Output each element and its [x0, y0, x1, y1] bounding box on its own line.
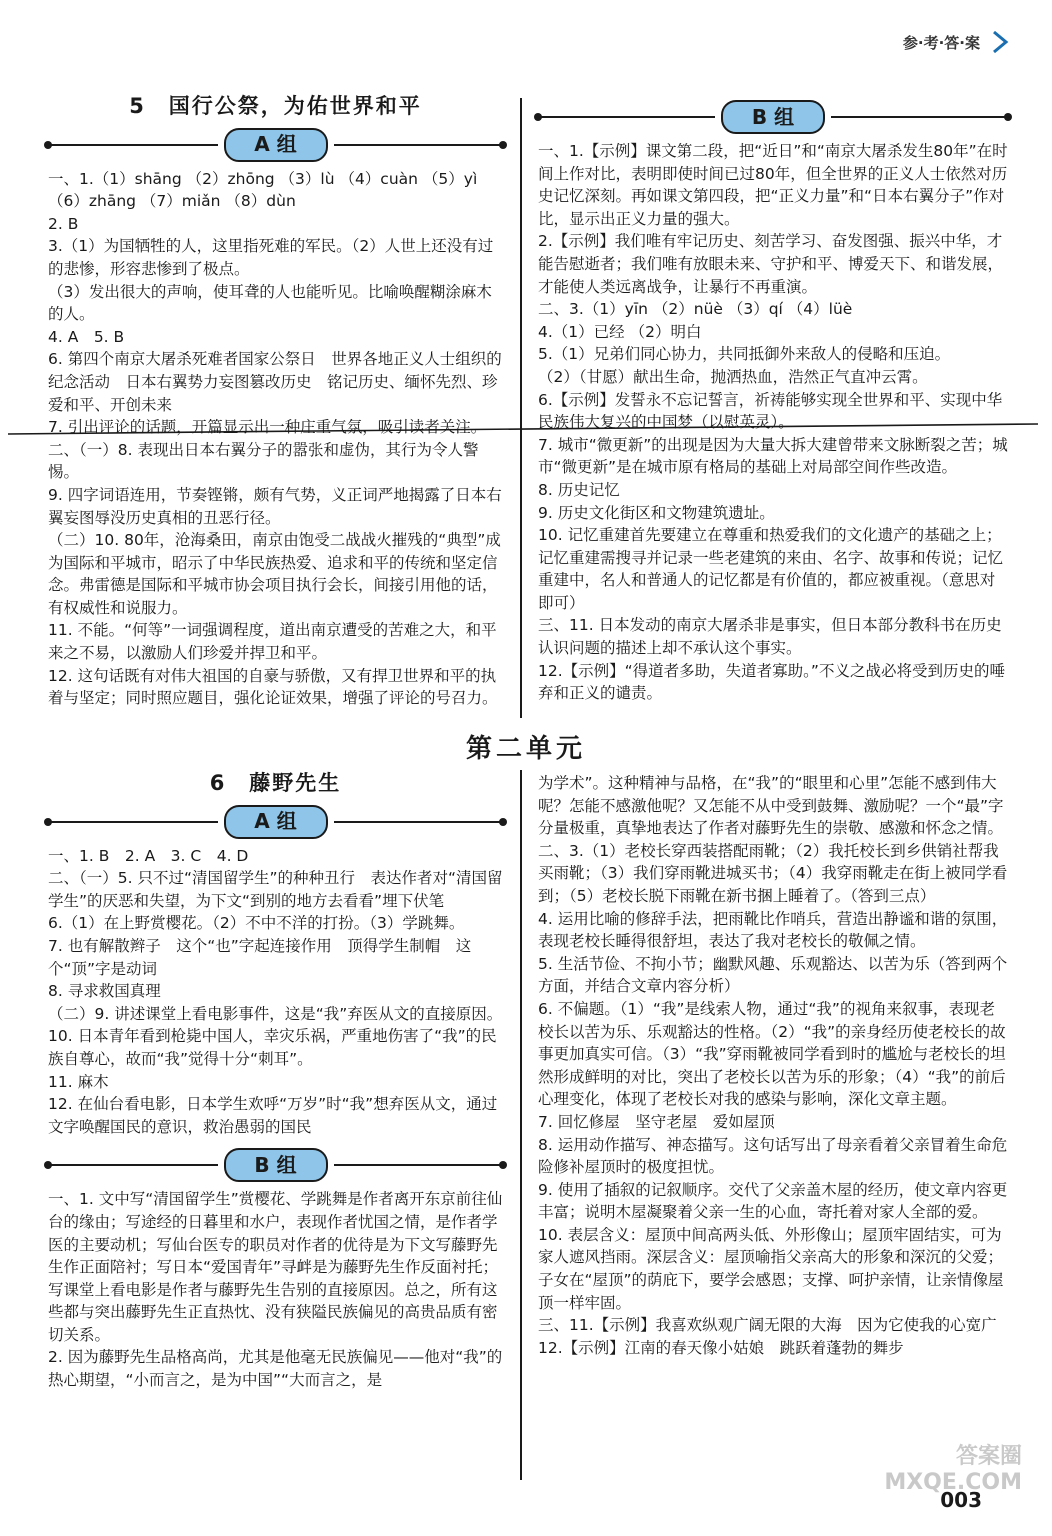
answer-line: 一、1.【示例】课文第二段，把“近日”和“南京大屠杀发生80年”在时间上作对比，表明即使时间已过80年，但全世界的正义人士依然对历史记忆深刻。再如课文第四段，把“正义力量”和“日本右翼分子”作对比，显示出正义力量的强大。	[538, 142, 1008, 228]
lesson-5-section	[48, 95, 503, 710]
answer-line: 7. 城市“微更新”的出现是因为大量大拆大建曾带来文脉断裂之苦；城市“微更新”是在城市原有格局的基础上对局部空间作些改造。	[538, 435, 1008, 477]
group-a-banner	[48, 128, 503, 162]
answer-line: 一、1. 文中写“清国留学生”赏樱花、学跳舞是作者离开东京前往仙台的缘由；写途经的日暮里和水户，表现作者忧国之情，是作者学医的主要动机；写仙台医专的职员对作者的优待是为下文写藤野先生作正面陪衬；写日本“爱国青年”寻衅是为藤野先生作反面衬托；写课堂上看电影是作者与藤野先生告别的直接原因。总之，所有这些都与突出藤野先生正直热忱、没有狭隘民族偏见的高贵品质有密切关系。	[48, 1190, 503, 1344]
column-divider-bottom	[520, 770, 522, 1480]
watermark-line-1: 答案圈	[955, 1444, 1022, 1469]
answer-line: （二）9. 讲述课堂上看电影事件，这是“我”弃医从文的直接原因。	[48, 1004, 503, 1023]
answer-line: 7. 引出评论的话题，开篇显示出一种庄重气氛，吸引读者关注。	[48, 418, 487, 437]
answer-line: （6）zhāng （7）miǎn （8）dùn	[48, 192, 296, 211]
header-label: 参·考·答·案	[902, 33, 980, 52]
answer-line: 7. 也有解散辫子 这个“也”字起连接作用 顶得学生制帽 这个“顶”字是动词	[48, 936, 472, 978]
group-b-label: B 组	[721, 100, 825, 134]
answer-line: （二）10. 80年，沧海桑田，南京由饱受二战战火摧残的“典型”成为国际和平城市，昭示了中华民族热爱、追求和平的传统和坚定信念。弗雷德是国际和平城市协会项目执行会长，间接引用他的话，有权威性和说服力。	[48, 531, 501, 617]
answer-line: 7. 回忆修屋 坚守老屋 爱如屋顶	[538, 1112, 775, 1131]
answer-list	[538, 772, 1008, 1359]
answer-line: （3）发出很大的声响，使耳聋的人也能听见。比喻唤醒糊涂麻木的人。	[48, 282, 492, 324]
answer-line: 4. 运用比喻的修辞手法，把雨靴比作哨兵，营造出静谧和谐的氛围，表现老校长睡得很舒坦，表达了我对老校长的敬佩之情。	[538, 909, 1008, 951]
lesson-5-group-b	[538, 100, 1008, 705]
answer-list	[48, 168, 503, 710]
answer-line: 2.【示例】我们唯有牢记历史、刻苦学习、奋发图强、振兴中华，才能告慰逝者；我们唯有放眼未来、守护和平、博爱天下、和谐发展，才能使人类远离战争，让暴行不再重演。	[538, 232, 1004, 296]
answer-line: 三、11.【示例】我喜欢纵观广阔无限的大海 因为它使我的心宽广	[538, 1316, 997, 1335]
answer-line: 8. 运用动作描写、神态描写。这句话写出了母亲看着父亲冒着生命危险修补屋顶时的极度担忧。	[538, 1135, 1008, 1177]
answer-list	[48, 1188, 503, 1391]
answer-line: 一、1.（1）shāng （2）zhōng （3）lù （4）cuàn （5）yì	[48, 169, 478, 188]
answer-line: 12. 在仙台看电影，日本学生欢呼“万岁”时“我”想弃医从文，通过文字唤醒国民的意识，救治愚弱的国民	[48, 1095, 498, 1136]
page-number: 003	[940, 1488, 982, 1512]
answer-line: 二、3.（1）老校长穿西装搭配雨靴；（2）我托校长到乡供销社帮我买雨靴；（3）我们穿雨靴进城买书；（4）我穿雨靴走在街上被同学看到；（5）老校长脱下雨靴在新书捆上睡着了。（答到三点）	[538, 841, 1008, 905]
answer-line: 9. 四字词语连用，节奏铿锵，颇有气势，义正词严地揭露了日本右翼妄图辱没历史真相的丑恶行径。	[48, 485, 502, 527]
answer-line: 二、3.（1）yīn （2）nüè （3）qí （4）lüè	[538, 300, 853, 319]
answer-line: 3.（1）为国牺牲的人，这里指死难的军民。（2）人世上还没有过的悲惨，形容悲惨到了极点。	[48, 237, 494, 278]
answer-line: 二、（一）8. 表现出日本右翼分子的嚣张和虚伪，其行为令人警惕。	[48, 440, 479, 482]
answer-line: 12.【示例】“得道者多助，失道者寡助。”不义之战必将受到历史的唾弃和正义的谴责。	[538, 661, 1005, 703]
answer-line: 12.【示例】江南的春天像小姑娘 跳跃着蓬勃的舞步	[538, 1338, 904, 1357]
group-b-banner	[48, 1148, 503, 1182]
answer-line: 8. 寻求救国真理	[48, 982, 161, 1001]
group-a-label: A 组	[224, 805, 328, 839]
answer-line: 11. 不能。“何等”一词强调程度，道出南京遭受的苦难之大，和平来之不易，以激励人们珍爱并捍卫和平。	[48, 621, 497, 663]
lesson-6-section	[48, 772, 503, 1392]
answer-line: 二、（一）5. 只不过“清国留学生”的种种丑行 表达作者对“清国留学生”的厌恶和失望，为下文“到别的地方去看看”埋下伏笔	[48, 869, 503, 910]
answer-line: 8. 历史记忆	[538, 480, 620, 499]
answer-line: 一、1. B 2. A 3. C 4. D	[48, 846, 249, 865]
lesson-5-title: 5 国行公祭，为佑世界和平	[129, 94, 422, 118]
answer-line: 9. 使用了插叙的记叙顺序。交代了父亲盖木屋的经历，使文章内容更丰富；说明木屋凝聚着父亲一生的心血，寄托着对家人全部的爱。	[538, 1180, 1008, 1222]
answer-line: 10. 表层含义：屋顶中间高两头低、外形像山；屋顶牢固结实，可为家人遮风挡雨。深层含义：屋顶喻指父亲高大的形象和深沉的父爱；子女在“屋顶”的荫庇下，要学会感恩；支撑、呵护亲情，让亲情像屋顶一样牢固。	[538, 1225, 1004, 1312]
answer-line: 6. 不偏题。（1）“我”是线索人物，通过“我”的视角来叙事，表现老校长以苦为乐、乐观豁达的性格。（2）“我”的亲身经历使老校长的故事更加真实可信。（3）“我”穿雨靴被同学看到时的尴尬与老校长的坦然形成鲜明的对比，突出了老校长以苦为乐的形象；（4）“我”的前后心理变化，体现了老校长对我的感染与影响，深化文章主题。	[538, 999, 1006, 1109]
lesson-6-title: 6 藤野先生	[209, 771, 342, 795]
answer-line: 6.【示例】发誓永不忘记誓言，祈祷能够实现全世界和平、实现中华民族伟大复兴的中国梦（以慰英灵）。	[538, 390, 1003, 432]
group-a-banner	[48, 805, 503, 839]
answer-line: 为学术”。这种精神与品格，在“我”的“眼里和心里”怎能不感到伟大呢？怎能不感激他呢？又怎能不从中受到鼓舞、激励呢？一个“最”字分量极重，真挚地表达了作者对藤野先生的崇敬、感激和怀念之情。	[538, 774, 1004, 838]
group-b-banner	[538, 100, 1008, 134]
answer-line: 5.（1）兄弟们同心协力，共同抵御外来敌人的侵略和压迫。	[538, 345, 951, 364]
answer-line: 2. 因为藤野先生品格高尚，尤其是他毫无民族偏见——他对“我”的热心期望，“小而言之，是为中国”“大而言之，是	[48, 1348, 503, 1390]
lesson-6-continued	[538, 772, 1008, 1359]
unit-title: 第二单元	[465, 734, 586, 764]
answer-line: 4.（1）已经 （2）明白	[538, 322, 702, 341]
watermark-line-2: MXQE.COM	[884, 1470, 1022, 1495]
answer-list	[48, 845, 503, 1139]
answer-line: 6. 第四个南京大屠杀死难者国家公祭日 世界各地正义人士组织的纪念活动 日本右翼势力妄图篡改历史 铭记历史、缅怀先烈、珍爱和平、开创未来	[48, 350, 502, 414]
group-a-label: A 组	[224, 128, 328, 162]
answer-line: 11. 麻木	[48, 1072, 109, 1091]
answer-line: 4. A 5. B	[48, 327, 125, 346]
column-divider-top	[520, 98, 522, 718]
chevron-right-icon	[988, 30, 1012, 54]
answer-line: 10. 记忆重建首先要建立在尊重和热爱我们的文化遗产的基础之上；记忆重建需搜寻并记录一些老建筑的来由、名字、故事和传说；记忆重建中，名人和普通人的记忆都是有价值的，都应被重视。（意思对即可）	[538, 526, 1004, 612]
pen-strike-line	[8, 422, 1038, 438]
group-b-label: B 组	[224, 1148, 328, 1182]
answer-line: 9. 历史文化街区和文物建筑遗址。	[538, 503, 775, 522]
answer-line: 12. 这句话既有对伟大祖国的自豪与骄傲，又有捍卫世界和平的执着与坚定；同时照应题目，强化论证效果，增强了评论的号召力。	[48, 666, 498, 708]
watermark-logo	[812, 1444, 1022, 1524]
page-header	[903, 30, 1012, 54]
answer-line: （2）（甘愿）献出生命，抛洒热血，浩然正气直冲云霄。	[538, 367, 928, 386]
answer-line: 6.（1）在上野赏樱花。（2）不中不洋的打扮。（3）学跳舞。	[48, 914, 465, 933]
answer-line: 5. 生活节俭、不拘小节；幽默风趣、乐观豁达、以苦为乐（答到两个方面，并结合文章内容分析）	[538, 954, 1008, 996]
answer-line: 三、11. 日本发动的南京大屠杀非是事实，但日本部分教科书在历史认识问题的描述上却不承认这个事实。	[538, 616, 1002, 658]
answer-line: 10. 日本青年看到枪毙中国人，幸灾乐祸，严重地伤害了“我”的民族自尊心，故而“我”觉得十分“刺耳”。	[48, 1027, 497, 1068]
answer-line: 2. B	[48, 214, 79, 233]
